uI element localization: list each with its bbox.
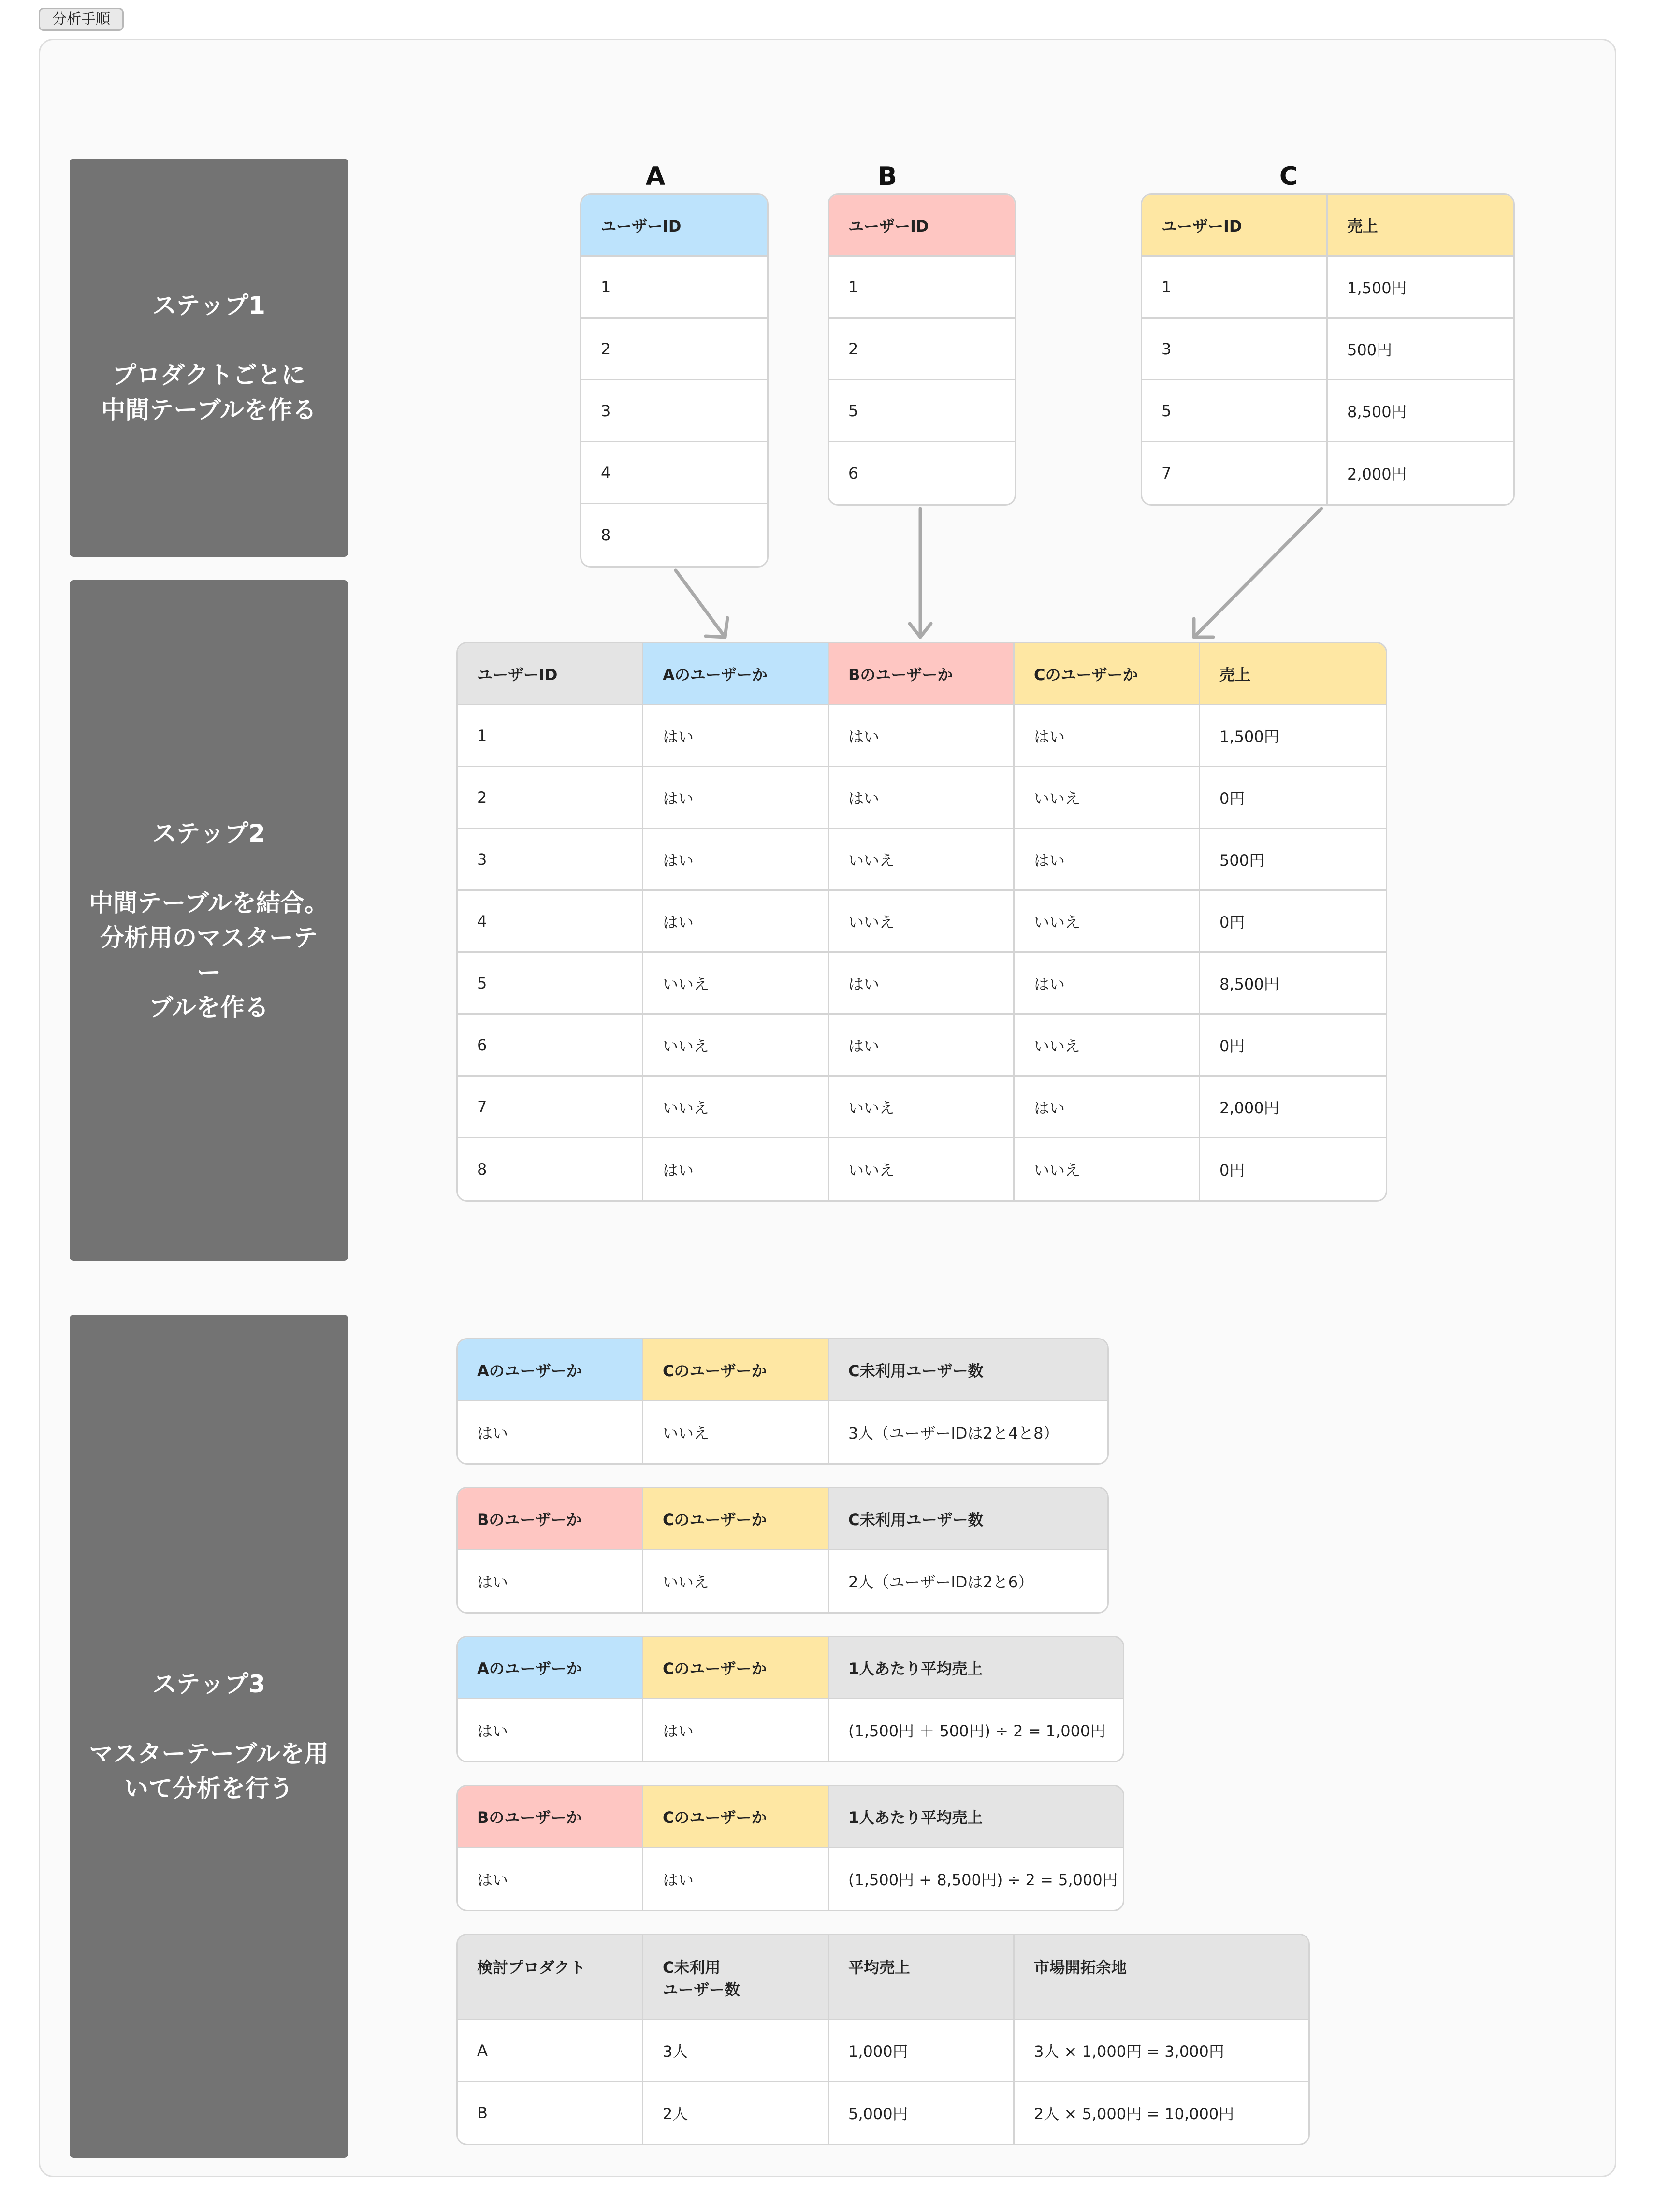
master-header-a: Aのユーザーか <box>643 643 829 705</box>
table-cell: はい <box>643 891 829 953</box>
table-cell: はい <box>643 1699 829 1761</box>
table-cell: いいえ <box>643 1015 829 1077</box>
analysis-3-header-a: Aのユーザーか <box>458 1637 643 1699</box>
table-cell: はい <box>643 767 829 829</box>
summary-header-product: 検討プロダクト <box>458 1935 643 2020</box>
master-header-id: ユーザーID <box>458 643 643 705</box>
table-a-header: ユーザーID <box>581 195 767 257</box>
table-cell: 5 <box>1142 380 1328 442</box>
table-cell: いいえ <box>643 1401 829 1463</box>
summary-header-unused-users: C未利用 ユーザー数 <box>643 1935 829 2020</box>
table-cell: 3 <box>581 380 767 442</box>
table-cell: 2,000円 <box>1200 1077 1386 1138</box>
table-row <box>458 1077 1386 1138</box>
table-row <box>458 1015 1386 1077</box>
step-2-description: 中間テーブルを結合。 分析用のマスターテー ブルを作る <box>89 889 329 1021</box>
table-cell: 0円 <box>1219 1161 1245 1179</box>
table-cell: 7 <box>1142 442 1328 504</box>
table-cell: 2人 <box>643 2082 829 2144</box>
table-cell: 7 <box>458 1077 643 1138</box>
analysis-4-header-b: Bのユーザーか <box>458 1786 643 1848</box>
table-cell: 6 <box>848 464 858 482</box>
table-cell: 1 <box>581 257 767 319</box>
table-cell: A <box>458 2020 643 2082</box>
table-cell: 0円 <box>1200 767 1386 829</box>
table-cell: いいえ <box>1015 767 1200 829</box>
step-1-description: プロダクトごとに 中間テーブルを作る <box>101 361 317 424</box>
analysis-4-header-metric: 1人あたり平均売上 <box>829 1786 1123 1848</box>
table-cell: はい <box>829 1015 1015 1077</box>
analysis-4-header-c: Cのユーザーか <box>643 1786 829 1848</box>
table-row <box>458 953 1386 1015</box>
table-row <box>458 829 1386 891</box>
table-row <box>458 1138 1386 1200</box>
table-cell: はい <box>458 1848 643 1910</box>
analysis-1-header-a: Aのユーザーか <box>458 1339 643 1401</box>
tab-label[interactable]: 分析手順 <box>39 8 124 31</box>
table-a-letter: A <box>645 162 666 191</box>
master-header-sales: 売上 <box>1200 643 1386 705</box>
analysis-table-2 <box>456 1487 1109 1614</box>
table-cell: いいえ <box>1015 1138 1200 1200</box>
analysis-2-header-b: Bのユーザーか <box>458 1488 643 1550</box>
table-cell: はい <box>1015 829 1200 891</box>
table-cell: 2,000円 <box>1347 465 1407 483</box>
table-cell: いいえ <box>643 1077 829 1138</box>
table-cell: B <box>458 2082 643 2144</box>
table-cell: 6 <box>458 1015 643 1077</box>
table-row <box>458 2020 1308 2082</box>
table-row <box>458 767 1386 829</box>
table-cell: 8 <box>601 526 611 544</box>
table-cell: はい <box>1015 1077 1200 1138</box>
table-cell: 5 <box>829 380 1015 442</box>
table-row <box>458 1550 1107 1612</box>
table-cell: いいえ <box>829 1077 1015 1138</box>
table-cell: (1,500円 + 8,500円) ÷ 2 = 5,000円 <box>848 1871 1118 1889</box>
table-cell: いいえ <box>829 891 1015 953</box>
table-cell: 8,500円 <box>1328 380 1513 442</box>
table-cell: 1,000円 <box>829 2020 1015 2082</box>
table-cell: 1,500円 <box>1200 705 1386 767</box>
table-cell: 3人 × 1,000円 = 3,000円 <box>1015 2020 1308 2082</box>
table-cell: 5 <box>458 953 643 1015</box>
arrow-a-to-master <box>676 570 725 637</box>
analysis-2-header-c: Cのユーザーか <box>643 1488 829 1550</box>
table-cell: はい <box>643 1848 829 1910</box>
table-cell: はい <box>458 1699 643 1761</box>
table-row <box>458 891 1386 953</box>
analysis-table-1 <box>456 1338 1109 1465</box>
analysis-table-3 <box>456 1636 1124 1762</box>
table-cell: 4 <box>458 891 643 953</box>
table-cell: 0円 <box>1200 891 1386 953</box>
table-cell: いいえ <box>643 1550 829 1612</box>
table-cell: はい <box>1015 953 1200 1015</box>
table-cell: 0円 <box>1200 1015 1386 1077</box>
arrow-c-to-master <box>1194 509 1321 637</box>
step-2-title: ステップ2 <box>152 819 265 847</box>
table-cell: いいえ <box>829 1138 1015 1200</box>
table-cell: 2 <box>458 767 643 829</box>
master-header-b: Bのユーザーか <box>829 643 1015 705</box>
table-row <box>458 1848 1123 1910</box>
table-row <box>458 1401 1107 1463</box>
analysis-1-header-metric: C未利用ユーザー数 <box>829 1339 1107 1401</box>
table-row <box>458 2082 1308 2144</box>
table-cell: はい <box>458 1401 643 1463</box>
table-row <box>458 1699 1123 1761</box>
table-b-header: ユーザーID <box>829 195 1015 257</box>
table-cell: いいえ <box>1015 891 1200 953</box>
table-cell: はい <box>458 1550 643 1612</box>
table-cell: はい <box>829 705 1015 767</box>
analysis-table-4 <box>456 1785 1124 1911</box>
table-cell: 3人 <box>643 2020 829 2082</box>
table-cell: 1 <box>458 705 643 767</box>
analysis-1-header-c: Cのユーザーか <box>643 1339 829 1401</box>
table-row <box>458 705 1386 767</box>
table-cell: はい <box>829 953 1015 1015</box>
table-cell: 2 <box>581 319 767 380</box>
table-cell: 8,500円 <box>1200 953 1386 1015</box>
analysis-2-header-metric: C未利用ユーザー数 <box>829 1488 1107 1550</box>
table-cell: はい <box>1015 705 1200 767</box>
table-cell: 3 <box>458 829 643 891</box>
table-b-letter: B <box>878 162 897 191</box>
table-cell: 1 <box>829 257 1015 319</box>
table-cell: はい <box>643 829 829 891</box>
table-c-header-sales: 売上 <box>1328 195 1513 257</box>
table-c-header-id: ユーザーID <box>1142 195 1328 257</box>
table-cell: 2 <box>829 319 1015 380</box>
step-1-title: ステップ1 <box>152 291 265 320</box>
analysis-3-header-metric: 1人あたり平均売上 <box>829 1637 1123 1699</box>
table-cell: 1 <box>1142 257 1328 319</box>
table-cell: いいえ <box>1015 1015 1200 1077</box>
table-cell: 5,000円 <box>829 2082 1015 2144</box>
table-cell: 2人 × 5,000円 = 10,000円 <box>1034 2105 1234 2123</box>
table-cell: 1,500円 <box>1328 257 1513 319</box>
table-cell: 4 <box>581 442 767 504</box>
summary-header-avg-sales: 平均売上 <box>829 1935 1015 2020</box>
step-3-description: マスターテーブルを用 いて分析を行う <box>89 1740 329 1803</box>
table-cell: はい <box>643 705 829 767</box>
summary-header-market-potential: 市場開拓余地 <box>1015 1935 1308 2020</box>
table-cell: 8 <box>458 1138 643 1200</box>
table-cell: はい <box>643 1138 829 1200</box>
table-cell: 500円 <box>1328 319 1513 380</box>
table-cell: 500円 <box>1200 829 1386 891</box>
table-c-letter: C <box>1279 162 1298 191</box>
master-header-c: Cのユーザーか <box>1015 643 1200 705</box>
table-cell: 3人（ユーザーIDは2と4と8） <box>848 1424 1059 1442</box>
analysis-3-header-c: Cのユーザーか <box>643 1637 829 1699</box>
step-3-title: ステップ3 <box>152 1670 265 1698</box>
summary-table <box>456 1934 1310 2145</box>
table-cell: はい <box>829 767 1015 829</box>
table-cell: いいえ <box>643 953 829 1015</box>
master-table <box>456 642 1387 1202</box>
table-cell: (1,500円 ＋ 500円) ÷ 2 = 1,000円 <box>848 1722 1106 1740</box>
table-cell: いいえ <box>829 829 1015 891</box>
table-cell: 2人（ユーザーIDは2と6） <box>848 1573 1034 1591</box>
table-cell: 3 <box>1142 319 1328 380</box>
